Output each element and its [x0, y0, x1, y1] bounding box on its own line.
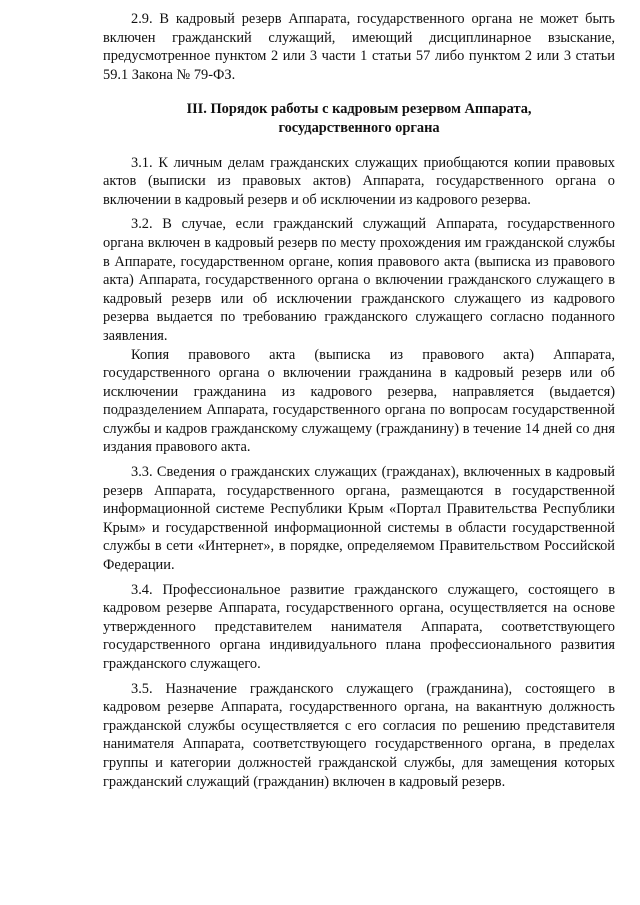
paragraph-3-2: 3.2. В случае, если гражданский служащий Аппарата, государственного органа включен в кадровый резерв по месту прохождения им гражданской службы в Аппарате, государственном органе, копия правового акта (выписка из правового акта) Аппарата, государственного органа о включении гражданского служащего в кадровый резерв или об исключении гражданского служащего из кадрового резерва выдается по требованию гражданского служащего согласно поданного заявления.	[103, 216, 615, 344]
section-heading-line-2: государственного органа	[278, 119, 440, 136]
section-heading-line-1: III. Порядок работы с кадровым резервом Аппарата,	[186, 101, 532, 118]
paragraph-3-5: 3.5. Назначение гражданского служащего (гражданина), состоящего в кадровом резерве Аппарата, государственного органа, на вакантную должность гражданской службы осуществляется с его согласия по решению представителя нанимателя Аппарата, соответствующего государственного органа, в пределах группы и категории должностей гражданской службы, для замещения которых гражданский служащий (гражданин) включен в кадровый резерв.	[103, 680, 615, 790]
document-page	[103, 10, 615, 791]
paragraph-3-1: 3.1. К личным делам гражданских служащих приобщаются копии правовых актов (выписки из правовых актов) Аппарата, государственного органа о включении в кадровый резерв и об исключении из кадрового резерва.	[103, 154, 615, 208]
paragraph-2-9: 2.9. В кадровый резерв Аппарата, государственного органа не может быть включен гражданский служащий, имеющий дисциплинарное взыскание, предусмотренное пунктом 2 или 3 части 1 статьи 57 либо пунктом 2 или 3 статьи 59.1 Закона № 79-ФЗ.	[103, 11, 615, 83]
paragraph-3-3: 3.3. Сведения о гражданских служащих (гражданах), включенных в кадровый резерв Аппарата, государственного органа, размещаются в государственной информационной системе Республики Крым «Портал Правительства Республики Крым» и государственной информационной системы в области государственной службы в сети «Интернет», в порядке, определяемом Правительством Российской Федерации.	[103, 464, 615, 574]
paragraph-3-2-continuation: Копия правового акта (выписка из правового акта) Аппарата, государственного органа о включении гражданина в кадровый резерв или об исключении гражданина из кадрового резерва, направляется (выдается) подразделением Аппарата, государственного органа по вопросам государственной службы и кадров гражданскому служащему (гражданину) в течение 14 дней со дня издания правового акта.	[103, 346, 615, 456]
paragraph-3-4: 3.4. Профессиональное развитие гражданского служащего, состоящего в кадровом резерве Аппарата, государственного органа, осуществляется на основе утвержденного представителем нанимателя Аппарата, соответствующего государственного органа индивидуального плана профессионального развития гражданского служащего.	[103, 581, 615, 672]
section-heading	[103, 100, 615, 137]
